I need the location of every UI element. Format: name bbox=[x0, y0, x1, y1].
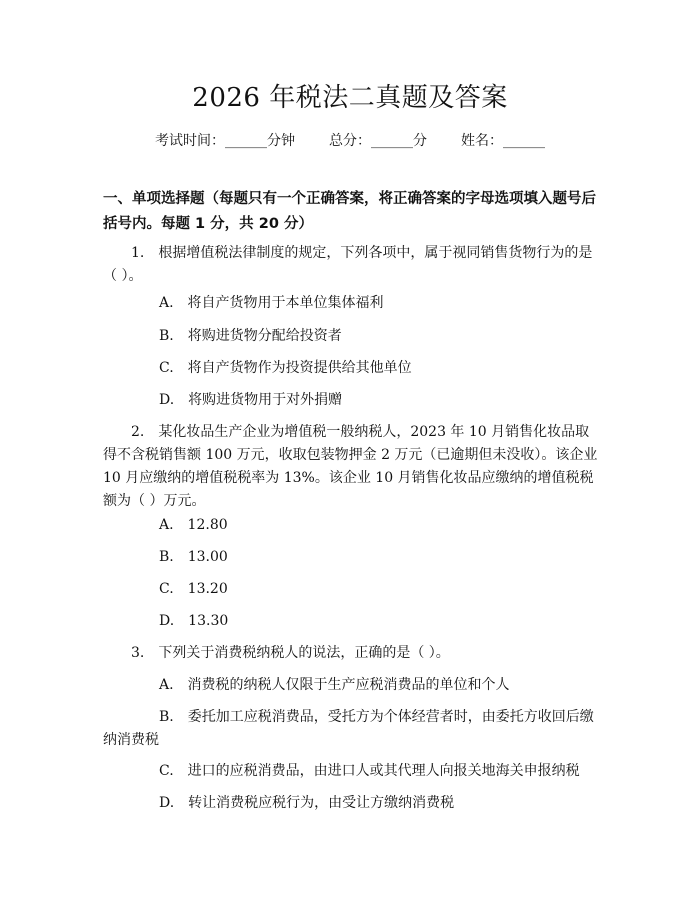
question-stem bbox=[103, 421, 599, 513]
question-option bbox=[103, 514, 599, 537]
exam-meta bbox=[0, 131, 700, 151]
q1-option-c: C. 将自产货物作为投资提供给其他单位 bbox=[159, 360, 412, 376]
q3-option-d: D. 转让消费税应税行为，由受让方缴纳消费税 bbox=[159, 795, 455, 811]
question-3-text: 3. 下列关于消费税纳税人的说法，正确的是（ ）。 bbox=[131, 645, 450, 661]
exam-time: 考试时间：______分钟 bbox=[155, 133, 295, 149]
question-option bbox=[103, 325, 599, 348]
question-stem bbox=[103, 642, 599, 665]
question-option bbox=[103, 578, 599, 601]
q3-option-b: B. 委托加工应税消费品，受托方为个体经营者时，由委托方收回后缴纳消费税 bbox=[103, 709, 594, 748]
q2-option-a: A. 12.80 bbox=[159, 517, 228, 533]
q1-option-a: A. 将自产货物用于本单位集体福利 bbox=[159, 295, 384, 311]
question-option bbox=[103, 546, 599, 569]
document-title: 2026 年税法二真题及答案 bbox=[192, 83, 508, 113]
question-option bbox=[103, 760, 599, 783]
question-1-text: 1. 根据增值税法律制度的规定，下列各项中，属于视同销售货物行为的是（ ）。 bbox=[103, 245, 593, 284]
q2-option-d: D. 13.30 bbox=[159, 613, 229, 629]
question-option bbox=[103, 610, 599, 633]
q3-option-a: A. 消费税的纳税人仅限于生产应税消费品的单位和个人 bbox=[159, 677, 510, 693]
q2-option-c: C. 13.20 bbox=[159, 581, 228, 597]
question-option bbox=[103, 792, 599, 815]
q3-option-c: C. 进口的应税消费品，由进口人或其代理人向报关地海关申报纳税 bbox=[159, 763, 580, 779]
section-heading: 一、单项选择题（每题只有一个正确答案，将正确答案的字母选项填入题号后括号内。每题 1 分，共 20 分） bbox=[103, 191, 596, 232]
question-2-text: 2. 某化妆品生产企业为增值税一般纳税人，2023 年 10 月销售化妆品取得不含税销售额 100 万元，收取包装物押金 2 万元（已逾期但未没收）。该企业 10 月应缴纳的增值税税率为 13%。该企业 10 月销售化妆品应缴纳的增值税税额为（ ）万元。 bbox=[103, 424, 598, 509]
question-option bbox=[103, 389, 599, 412]
question-option bbox=[103, 674, 599, 697]
question-stem bbox=[103, 242, 599, 288]
question-option bbox=[103, 706, 599, 752]
exam-name: 姓名：______ bbox=[461, 133, 545, 149]
question-option bbox=[103, 292, 599, 315]
q2-option-b: B. 13.00 bbox=[159, 549, 228, 565]
q1-option-d: D. 将购进货物用于对外捐赠 bbox=[159, 392, 343, 408]
question-option bbox=[103, 357, 599, 380]
q1-option-b: B. 将购进货物分配给投资者 bbox=[159, 328, 342, 344]
exam-total-score: 总分：______分 bbox=[329, 133, 427, 149]
